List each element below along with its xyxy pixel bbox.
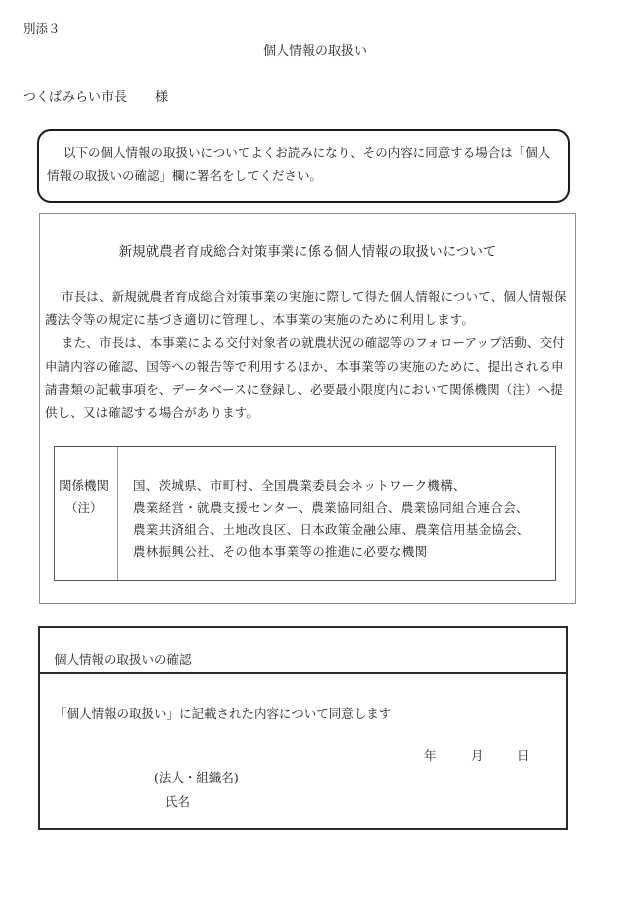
- agencies-note: （注）: [65, 500, 103, 515]
- agencies-label-cell: [55, 447, 118, 580]
- date-year-label: 年: [424, 748, 437, 763]
- confirmation-header: [40, 628, 566, 674]
- confirmation-box: [38, 626, 568, 830]
- policy-body: [45, 285, 567, 424]
- date-day-label: 日: [517, 748, 530, 763]
- date-month-label: 月: [471, 748, 484, 763]
- confirmation-title: 個人情報の取扱いの確認: [54, 652, 192, 667]
- agencies-table: [54, 446, 556, 581]
- policy-title: 新規就農者育成総合対策事業に係る個人情報の取扱いについて: [118, 244, 497, 260]
- notice-box: [37, 129, 570, 203]
- agencies-line: 農業経営・就農支援センター、農業協同組合、農業協同組合連合会、: [133, 500, 529, 515]
- policy-box: [39, 213, 576, 604]
- honorific: 様: [155, 90, 169, 105]
- document-title: 個人情報の取扱い: [262, 44, 367, 59]
- policy-paragraph: また、市長は、本事業による交付対象者の就農状況の確認等のフォローアップ活動、交付申請内容の確認、国等への報告等で利用するほか、本事業等の実施のために、提出される申請書類の記載事項を、データベースに登録し、必要最小限度内において関係機関（注）へ提供し、又は確認する場合があります。: [45, 335, 565, 421]
- addressee: [23, 86, 168, 105]
- consent-text: 「個人情報の取扱い」に記載された内容について同意します: [54, 706, 392, 721]
- notice-text: 以下の個人情報の取扱いについてよくお読みになり、その内容に同意する場合は「個人情報の取扱いの確認」欄に署名をしてください。: [47, 145, 551, 183]
- organization-name-field[interactable]: (法人・組織名): [154, 770, 239, 785]
- date-field[interactable]: [424, 746, 530, 764]
- agencies-label: 関係機関: [59, 478, 110, 493]
- agencies-list: [118, 447, 555, 580]
- policy-paragraph: 市長は、新規就農者育成総合対策事業の実施に際して得た個人情報について、個人情報保護法令等の規定に基づき適切に管理し、本事業の実施のために利用します。: [45, 289, 567, 328]
- addressee-name: つくばみらい市長: [23, 90, 128, 105]
- attachment-label: 別添３: [23, 21, 61, 36]
- agencies-line: 農業共済組合、土地改良区、日本政策金融公庫、農業信用基金協会、: [133, 522, 530, 537]
- signature-name-field[interactable]: 氏名: [165, 794, 191, 809]
- agencies-line: 国、茨城県、市町村、全国農業委員会ネットワーク機構、: [133, 478, 466, 493]
- agencies-line: 農林振興公社、その他本事業等の推進に必要な機関: [133, 544, 428, 559]
